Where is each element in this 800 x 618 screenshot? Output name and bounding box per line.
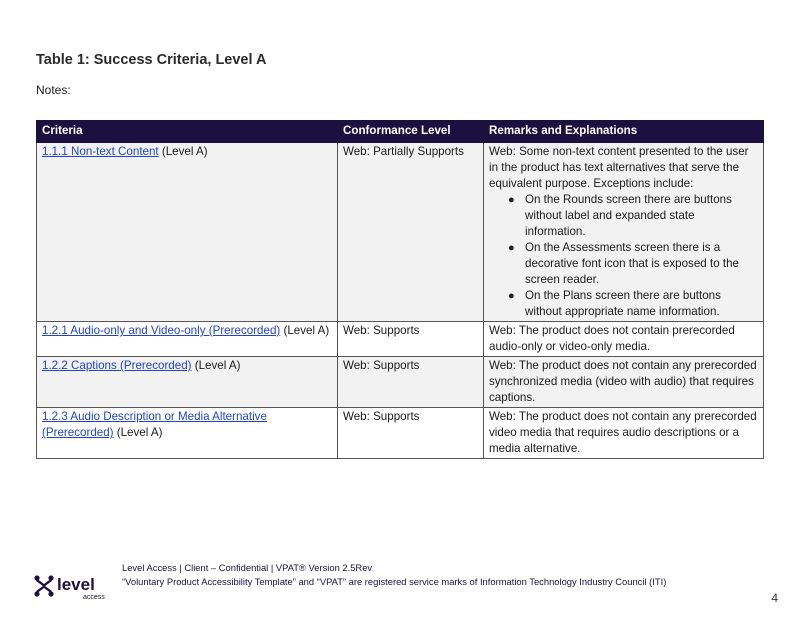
remarks-cell: Web: The product does not contain prerecorded audio-only or video-only media. [484,322,764,357]
list-item-text: On the Plans screen there are buttons without appropriate name information. [525,289,721,318]
header-criteria: Criteria [37,121,338,143]
criteria-cell [37,357,338,408]
page-title: Table 1: Success Criteria, Level A [36,52,267,68]
criterion-link-1-2-1[interactable]: 1.2.1 Audio-only and Video-only (Prerecorded) [42,324,281,337]
remarks-cell [484,143,764,322]
table-row [37,408,764,459]
header-remarks: Remarks and Explanations [484,121,764,143]
criterion-level: (Level A) [113,426,163,439]
criteria-cell [37,143,338,322]
logo-subtext: access [83,594,105,601]
table-header-row [37,121,764,143]
list-item [508,240,758,288]
success-criteria-table [36,120,764,459]
logo-wordmark: level [57,575,95,594]
criteria-cell [37,322,338,357]
criterion-link-1-2-3[interactable]: 1.2.3 Audio Description or Media Alternative (Prerecorded) [42,410,267,439]
footer-line-2: “Voluntary Product Accessibility Template” and “VPAT” are registered service marks of Information Technology Industry Council (ITI) [122,576,667,587]
remarks-text: Web: Some non-text content presented to the user in the product has text alternatives that serve the equivalent purpose. Exceptions include: [489,145,749,190]
table-row [37,143,764,322]
criterion-level: (Level A) [191,359,241,372]
bullet-dot-icon: ● [508,290,515,302]
footer [122,561,666,589]
conformance-cell: Web: Supports [338,408,484,459]
notes-label: Notes: [36,83,71,97]
bullet-dot-icon: ● [508,242,515,254]
remarks-cell: Web: The product does not contain any prerecorded synchronized media (video with audio) that requires captions. [484,357,764,408]
criterion-level: (Level A) [280,324,330,337]
table-row [37,357,764,408]
level-access-logo-icon [33,572,113,602]
criterion-link-1-2-2[interactable]: 1.2.2 Captions (Prerecorded) [42,359,192,372]
table-row [37,322,764,357]
footer-line-1: Level Access | Client – Confidential | VPAT® Version 2.5Rev [122,562,373,573]
header-conformance-level: Conformance Level [338,121,484,143]
page-number: 4 [771,591,778,605]
list-item-text: On the Rounds screen there are buttons without label and expanded state information. [525,193,732,238]
list-item [508,192,758,240]
remarks-cell: Web: The product does not contain any prerecorded video media that requires audio descriptions or a media alternative. [484,408,764,459]
criterion-link-1-1-1[interactable]: 1.1.1 Non-text Content [42,145,159,158]
conformance-cell: Web: Partially Supports [338,143,484,322]
bullet-dot-icon: ● [508,194,515,206]
criterion-level: (Level A) [158,145,208,158]
conformance-cell: Web: Supports [338,322,484,357]
list-item-text: On the Assessments screen there is a decorative font icon that is exposed to the screen reader. [525,241,739,286]
criteria-cell [37,408,338,459]
list-item [508,288,758,320]
conformance-cell: Web: Supports [338,357,484,408]
exceptions-list [489,192,758,320]
